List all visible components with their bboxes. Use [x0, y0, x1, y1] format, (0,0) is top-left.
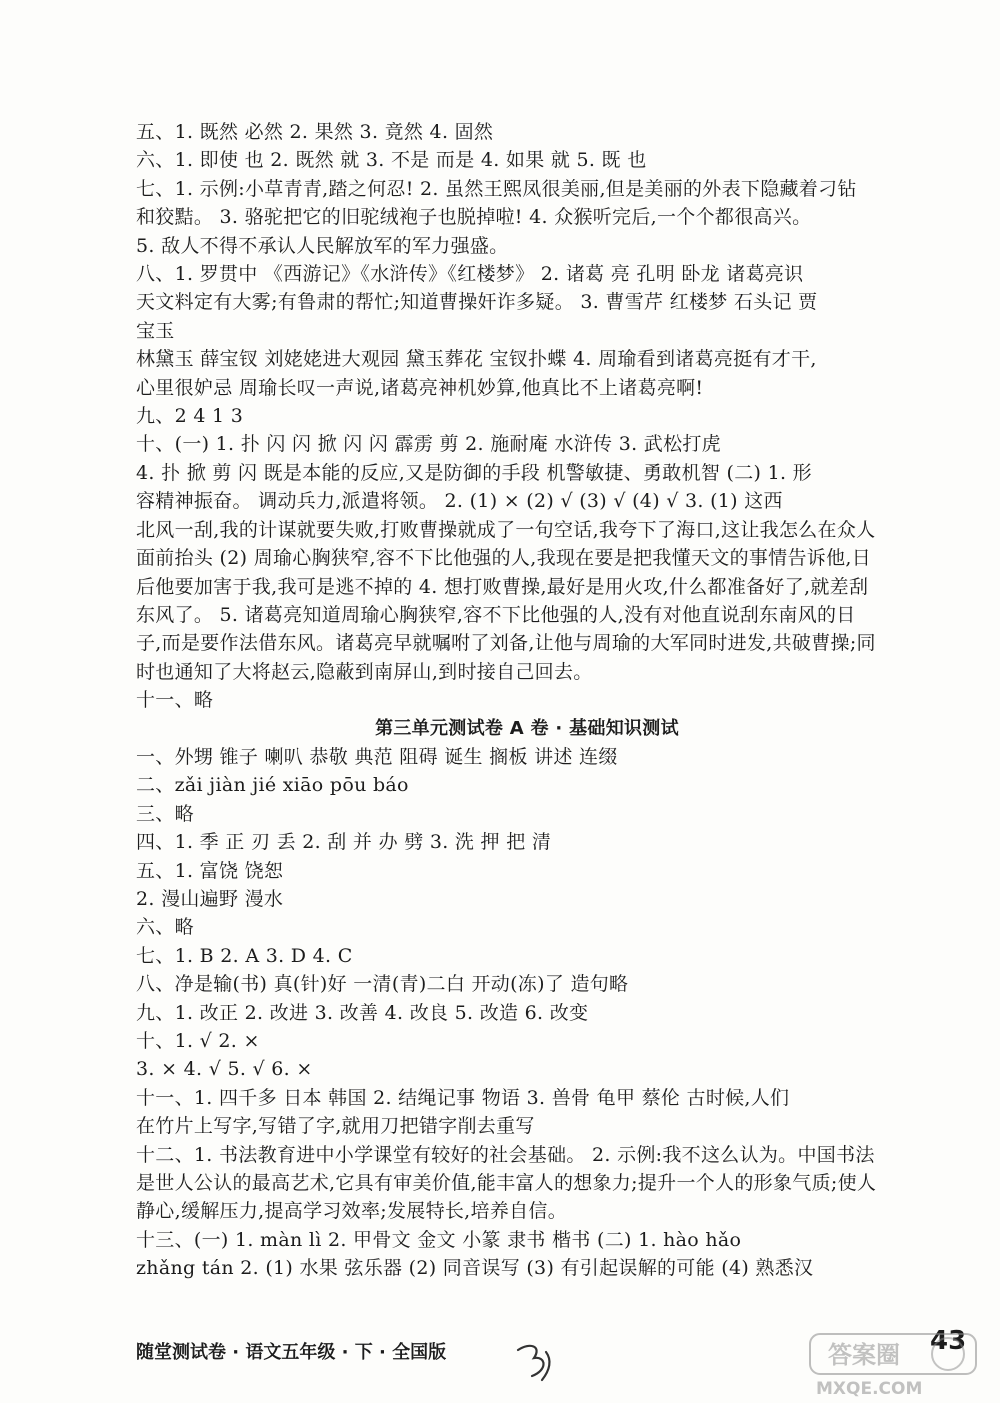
text-line: 在竹片上写字,写错了字,就用刀把错字削去重写 — [136, 1115, 535, 1138]
text-line: 十一、1. 四千多 日本 韩国 2. 结绳记事 物语 3. 兽骨 龟甲 蔡伦 古时候,人们 — [136, 1086, 790, 1109]
text-line: 八、1. 罗贯中 《西游记》《水浒传》《红楼梦》 2. 诸葛 亮 孔明 卧龙 诸葛亮识 — [136, 263, 804, 286]
text-line: 四、1. 季 正 刃 丢 2. 刮 并 办 劈 3. 洗 押 把 清 — [136, 831, 552, 854]
text-line: zhǎng tán 2. (1) 水果 弦乐器 (2) 同音误写 (3) 有引起误解的可能 (4) 熟悉汉 — [136, 1257, 814, 1280]
text-line: 十、1. √ 2. × — [136, 1030, 260, 1052]
text-line: 北风一刮,我的计谋就要失败,打败曹操就成了一句空话,我夸下了海口,这让我怎么在众人 — [136, 518, 876, 541]
section-title: 第三单元测试卷 A 卷 · 基础知识测试 — [375, 717, 679, 739]
text-line: 七、1. B 2. A 3. D 4. C — [136, 944, 353, 967]
svg-text:MXQE.COM: MXQE.COM — [816, 1379, 923, 1399]
text-line: 2. 漫山遍野 漫水 — [136, 887, 284, 910]
page-footer: 随堂测试卷 · 语文五年级 · 下 · 全国版 — [136, 1342, 447, 1363]
text-line: 十、(一) 1. 扑 闪 闪 掀 闪 闪 霹雳 剪 2. 施耐庵 水浒传 3. 武松打虎 — [136, 433, 721, 456]
text-line: 3. × 4. √ 5. √ 6. × — [136, 1058, 313, 1081]
text-line: 八、净是输(书) 真(针)好 一清(青)二白 开动(冻)了 造句略 — [136, 973, 629, 996]
text-line: 十二、1. 书法教育进中小学课堂有较好的社会基础。 2. 示例:我不这么认为。中国书法 — [136, 1143, 875, 1166]
svg-text:答案圈: 答案圈 — [828, 1341, 900, 1369]
text-line: 心里很妒忌 周瑜长叹一声说,诸葛亮神机妙算,他真比不上诸葛亮啊! — [136, 376, 704, 399]
text-line: 天文料定有大雾;有鲁肃的帮忙;知道曹操奸诈多疑。 3. 曹雪芹 红楼梦 石头记 贾 — [136, 291, 818, 314]
text-line: 和狡黠。 3. 骆驼把它的旧驼绒袍子也脱掉啦! 4. 众猴听完后,一个个都很高兴。 — [136, 206, 812, 229]
text-line: 面前抬头 (2) 周瑜心胸狭窄,容不下比他强的人,我现在要是把我懂天文的事情告诉他,日 — [136, 547, 872, 570]
text-line: 六、略 — [136, 916, 194, 939]
watermark-logo — [808, 1330, 978, 1400]
text-line: 十三、(一) 1. màn lì 2. 甲骨文 金文 小篆 隶书 楷书 (二) 1. hào hǎo — [136, 1228, 742, 1251]
text-line: 4. 扑 掀 剪 闪 既是本能的反应,又是防御的手段 机警敏捷、勇敢机智 (二) 1. 形 — [136, 461, 812, 484]
text-line: 后他要加害于我,我可是逃不掉的 4. 想打败曹操,最好是用火攻,什么都准备好了,就差刮 — [136, 575, 869, 598]
text-line: 六、1. 即使 也 2. 既然 就 3. 不是 而是 4. 如果 就 5. 既 也 — [136, 149, 647, 172]
page-number: 43 — [930, 1326, 967, 1356]
text-line: 二、zǎi jiàn jié xiāo pōu báo — [136, 774, 409, 797]
text-line: 时也通知了大将赵云,隐蔽到南屏山,到时接自己回去。 — [136, 660, 593, 683]
text-line: 容精神振奋。 调动兵力,派遣将领。 2. (1) × (2) √ (3) √ (4) √ 3. (1) 这西 — [136, 490, 783, 513]
text-line: 林黛玉 薛宝钗 刘姥姥进大观园 黛玉葬花 宝钗扑蝶 4. 周瑜看到诸葛亮挺有才干, — [136, 348, 817, 371]
text-line: 子,而是要作法借东风。诸葛亮早就嘱咐了刘备,让他与周瑜的大军同时进发,共破曹操;同 — [136, 632, 876, 655]
text-line: 三、略 — [136, 802, 194, 825]
text-line: 九、1. 改正 2. 改进 3. 改善 4. 改良 5. 改造 6. 改变 — [136, 1001, 589, 1024]
answer-text-block — [136, 118, 918, 1283]
text-line: 5. 敌人不得不承认人民解放军的军力强盛。 — [136, 234, 509, 257]
text-line: 一、外甥 锥子 喇叭 恭敬 典范 阻碍 诞生 搁板 讲述 连缀 — [136, 745, 618, 768]
text-line: 七、1. 示例:小草青青,踏之何忍! 2. 虽然王熙凤很美丽,但是美丽的外表下隐藏着刁钻 — [136, 177, 857, 200]
text-line: 是世人公认的最高艺术,它具有审美价值,能丰富人的想象力;提升一个人的形象气质;使人 — [136, 1172, 877, 1195]
text-line: 宝玉 — [136, 319, 175, 342]
text-line: 五、1. 富饶 饶恕 — [136, 859, 284, 882]
text-line: 九、2 4 1 3 — [136, 405, 244, 428]
handwritten-mark-icon — [512, 1340, 558, 1384]
text-line: 十一、略 — [136, 689, 214, 712]
text-line: 五、1. 既然 必然 2. 果然 3. 竟然 4. 固然 — [136, 121, 494, 143]
text-line: 东风了。 5. 诸葛亮知道周瑜心胸狭窄,容不下比他强的人,没有对他直说刮东南风的日 — [136, 603, 856, 626]
text-line: 静心,缓解压力,提高学习效率;发展特长,培养自信。 — [136, 1200, 568, 1223]
